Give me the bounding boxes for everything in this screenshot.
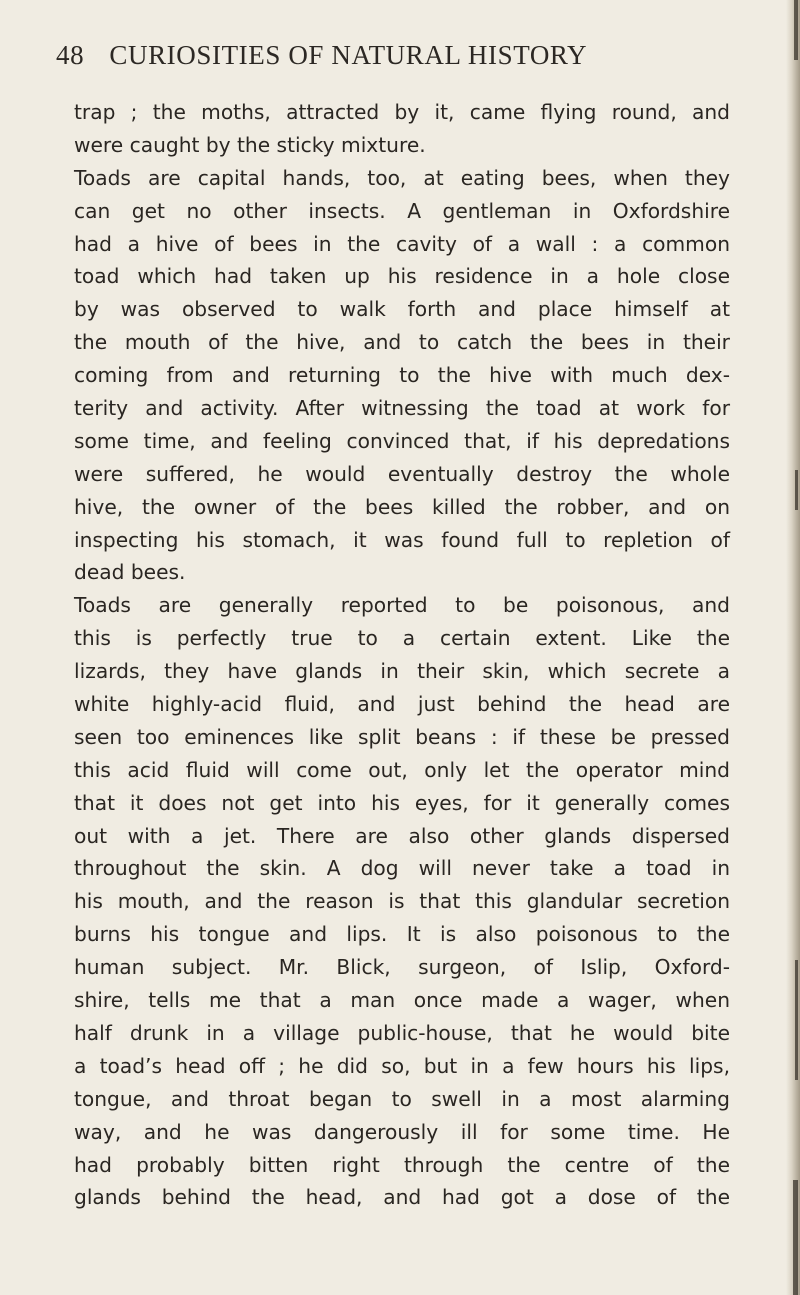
text-line: dead bees. xyxy=(74,560,186,585)
text-line: shire, tells me that a man once made a wager, when xyxy=(74,988,730,1013)
text-line: terity and activity. After witnessing the toad at work for xyxy=(74,396,730,421)
text-line: can get no other insects. A gentleman in Oxfordshire xyxy=(74,198,730,223)
page-edge-mark xyxy=(793,1180,798,1295)
text-line: by was observed to walk forth and place himself at xyxy=(74,297,730,322)
page-edge-mark xyxy=(794,0,798,60)
running-title: CURIOSITIES OF NATURAL HISTORY xyxy=(109,40,588,70)
text-line: white highly-acid fluid, and just behind the head are xyxy=(74,692,730,717)
text-line: coming from and returning to the hive with much dex- xyxy=(74,363,730,388)
text-line: way, and he was dangerously ill for some time. He xyxy=(74,1119,730,1144)
text-line: half drunk in a village public-house, that he would bite xyxy=(74,1020,730,1045)
text-line: were caught by the sticky mixture. xyxy=(74,132,426,157)
text-line: human subject. Mr. Blick, surgeon, of Islip, Oxford- xyxy=(74,955,730,980)
text-line: glands behind the head, and had got a dose of the xyxy=(74,1185,730,1210)
text-line: some time, and feeling convinced that, if his depredations xyxy=(74,428,730,453)
text-line: his mouth, and the reason is that this glandular secretion xyxy=(74,889,730,914)
text-line: toad which had taken up his residence in a hole close xyxy=(74,264,730,289)
text-line: this acid fluid will come out, only let the operator mind xyxy=(74,757,730,782)
text-line: a toad’s head off ; he did so, but in a few hours his lips, xyxy=(74,1053,730,1078)
page-edge-mark xyxy=(795,960,798,1080)
text-line: inspecting his stomach, it was found full to repletion of xyxy=(74,527,730,552)
page-header xyxy=(56,40,746,80)
page-edge-shadow xyxy=(786,0,800,1295)
page-number: 48 xyxy=(56,40,85,70)
text-line: that it does not get into his eyes, for it generally comes xyxy=(74,790,730,815)
text-line: hive, the owner of the bees killed the robber, and on xyxy=(74,494,730,519)
text-line: this is perfectly true to a certain extent. Like the xyxy=(74,626,730,651)
text-line: the mouth of the hive, and to catch the bees in their xyxy=(74,330,730,355)
text-line: Toads are capital hands, too, at eating bees, when they xyxy=(74,165,730,190)
text-line: had probably bitten right through the centre of the xyxy=(74,1152,730,1177)
text-line: tongue, and throat began to swell in a most alarming xyxy=(74,1086,730,1111)
text-line: throughout the skin. A dog will never take a toad in xyxy=(74,856,730,881)
text-line: out with a jet. There are also other glands dispersed xyxy=(74,823,730,848)
text-line: trap ; the moths, attracted by it, came flying round, and xyxy=(74,100,730,124)
page-edge-mark xyxy=(795,470,798,510)
text-line: lizards, they have glands in their skin, which secrete a xyxy=(74,659,730,684)
text-line: seen too eminences like split beans : if these be pressed xyxy=(74,724,730,749)
text-line: Toads are generally reported to be poisonous, and xyxy=(74,593,730,618)
body-text xyxy=(74,96,730,1214)
text-line: burns his tongue and lips. It is also poisonous to the xyxy=(74,922,730,947)
text-line: had a hive of bees in the cavity of a wall : a common xyxy=(74,231,730,256)
text-line: were suffered, he would eventually destroy the whole xyxy=(74,461,730,486)
